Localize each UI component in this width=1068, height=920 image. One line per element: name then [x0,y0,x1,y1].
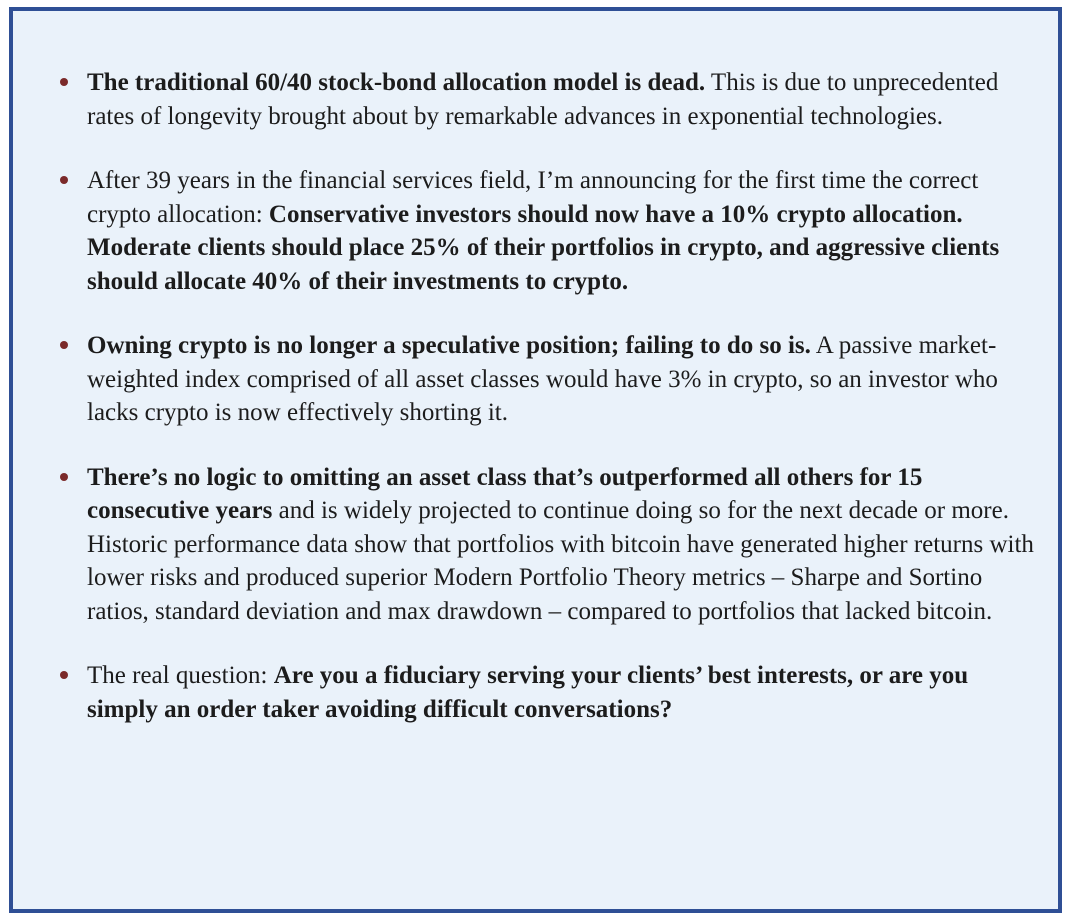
bullet-bold-text: Conservative investors should now have a 10% crypto allocation. Moderate clients should place 25% of their portfolios in crypto, and aggressive clients should allocate 40% of their investments to crypto. [87,200,1000,295]
list-item [13,164,1037,298]
list-item [13,461,1037,629]
bullet-text-lead: After 39 years in the financial services field, I’m announcing for the first time the correct crypto allocation: [87,167,979,228]
bullet-dot-icon [60,341,68,349]
bullet-text: This is due to unprecedented rates of longevity brought about by remarkable advances in exponential technologies. [87,69,999,130]
list-item [13,66,1037,133]
bullet-text: A passive market-weighted index comprised of all asset classes would have 3% in crypto, so an investor who lacks crypto is now effectively shorting it. [87,332,998,426]
bullet-bold-lead: The traditional 60/40 stock-bond allocation model is dead. [87,69,706,96]
list-item [13,329,1037,430]
bullet-text-lead: The real question: [87,662,274,689]
list-item [13,659,1037,726]
bullet-bold-lead: There’s no logic to omitting an asset class that’s outperformed all others for 15 consecutive years [87,463,923,524]
bullet-text: and is widely projected to continue doing so for the next decade or more. Historic performance data show that portfolios with bitcoin have generated higher returns with lower risks and produced superior Modern Portfolio Theory metrics – Sharpe and Sortino ratios, standard deviation and max drawdown – compared to portfolios that lacked bitcoin. [87,497,1034,625]
callout-box [9,7,1062,913]
bullet-dot-icon [60,78,68,86]
bullet-dot-icon [60,671,68,679]
bullet-bold-text: Are you a fiduciary serving your clients’ best interests, or are you simply an order taker avoiding difficult conversations? [87,662,969,723]
bullet-dot-icon [60,473,68,481]
bullet-list [13,66,1037,757]
bullet-dot-icon [60,176,68,184]
bullet-bold-lead: Owning crypto is no longer a speculative position; failing to do so is. [87,332,811,359]
